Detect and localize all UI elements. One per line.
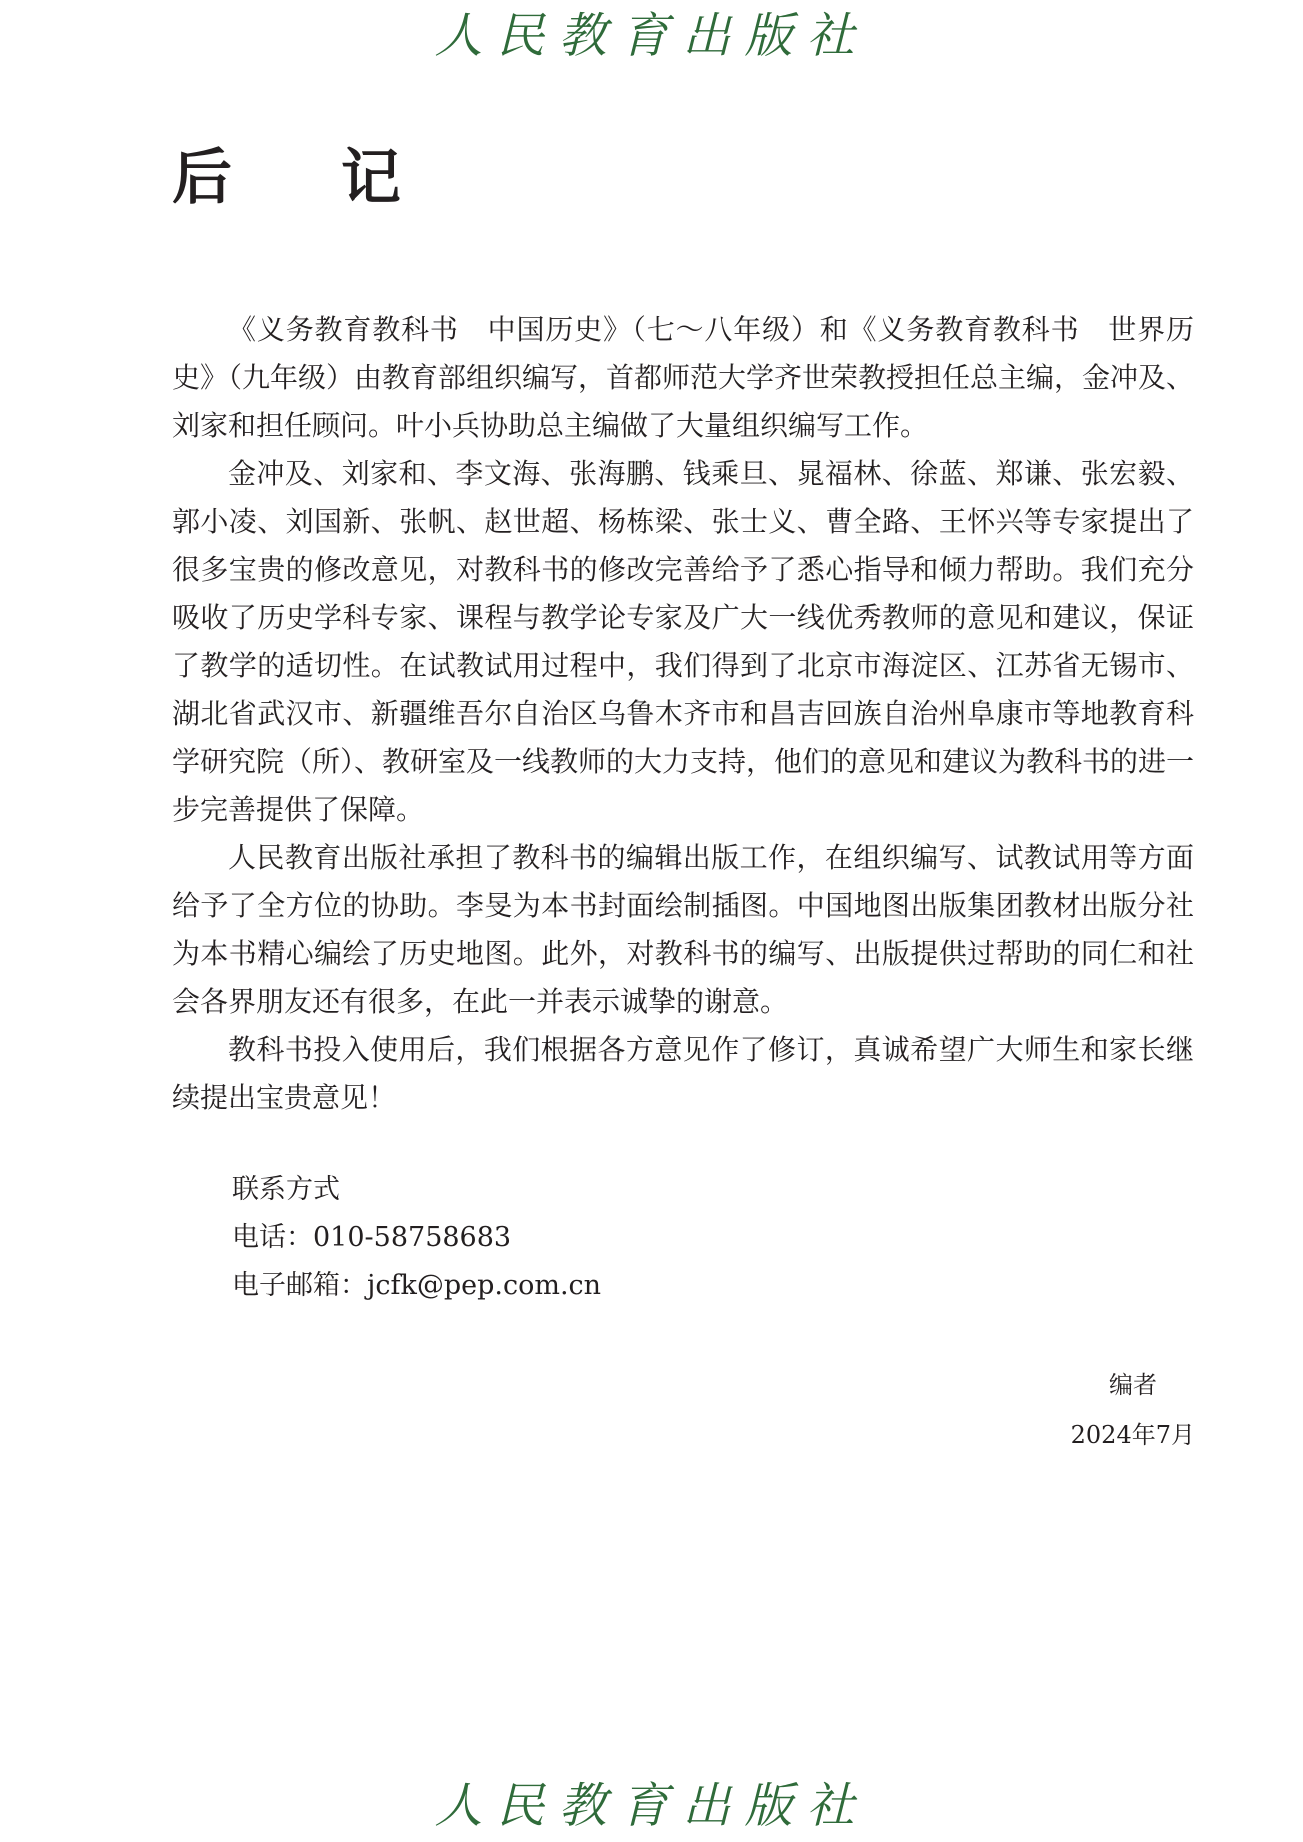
postscript-body bbox=[172, 306, 1194, 1122]
contact-heading: 联系方式 bbox=[232, 1174, 340, 1205]
contact-phone: 电话：010-58758683 bbox=[232, 1222, 512, 1253]
paragraph-feedback-request: 教科书投入使用后，我们根据各方意见作了修订，真诚希望广大师生和家长继续提出宝贵意见！ bbox=[172, 1033, 1194, 1114]
contact-block bbox=[232, 1166, 601, 1310]
signoff-block bbox=[1071, 1360, 1195, 1460]
publisher-logo-footer: 人民教育出版社 bbox=[434, 1778, 869, 1834]
publisher-logo-header: 人民教育出版社 bbox=[434, 8, 869, 64]
page-title: 后 记 bbox=[172, 143, 445, 213]
contact-email: 电子邮箱：jcfk@pep.com.cn bbox=[232, 1270, 602, 1301]
signoff-date: 2024年7月 bbox=[1070, 1421, 1195, 1449]
paragraph-authorship: 《义务教育教科书 中国历史》（七～八年级）和《义务教育教科书 世界历史》（九年级）由教育部组织编写，首都师范大学齐世荣教授担任总主编，金冲及、刘家和担任顾问。叶小兵协助总主编做了大量组织编写工作。 bbox=[172, 313, 1195, 442]
paragraph-acknowledgement-experts: 金冲及、刘家和、李文海、张海鹏、钱乘旦、晁福林、徐蓝、郑谦、张宏毅、郭小凌、刘国新、张帆、赵世超、杨栋梁、张士义、曹全路、王怀兴等专家提出了很多宝贵的修改意见，对教科书的修改完善给予了悉心指导和倾力帮助。我们充分吸收了历史学科专家、课程与教学论专家及广大一线优秀教师的意见和建议，保证了教学的适切性。在试教试用过程中，我们得到了北京市海淀区、江苏省无锡市、湖北省武汉市、新疆维吾尔自治区乌鲁木齐市和昌吉回族自治州阜康市等地教育科学研究院（所）、教研室及一线教师的大力支持，他们的意见和建议为教科书的进一步完善提供了保障。 bbox=[172, 457, 1195, 826]
paragraph-acknowledgement-publisher: 人民教育出版社承担了教科书的编辑出版工作，在组织编写、试教试用等方面给予了全方位的协助。李旻为本书封面绘制插图。中国地图出版集团教材出版分社为本书精心编绘了历史地图。此外，对教科书的编写、出版提供过帮助的同仁和社会各界朋友还有很多，在此一并表示诚挚的谢意。 bbox=[172, 841, 1194, 1018]
signoff-editor: 编者 bbox=[1109, 1371, 1157, 1399]
